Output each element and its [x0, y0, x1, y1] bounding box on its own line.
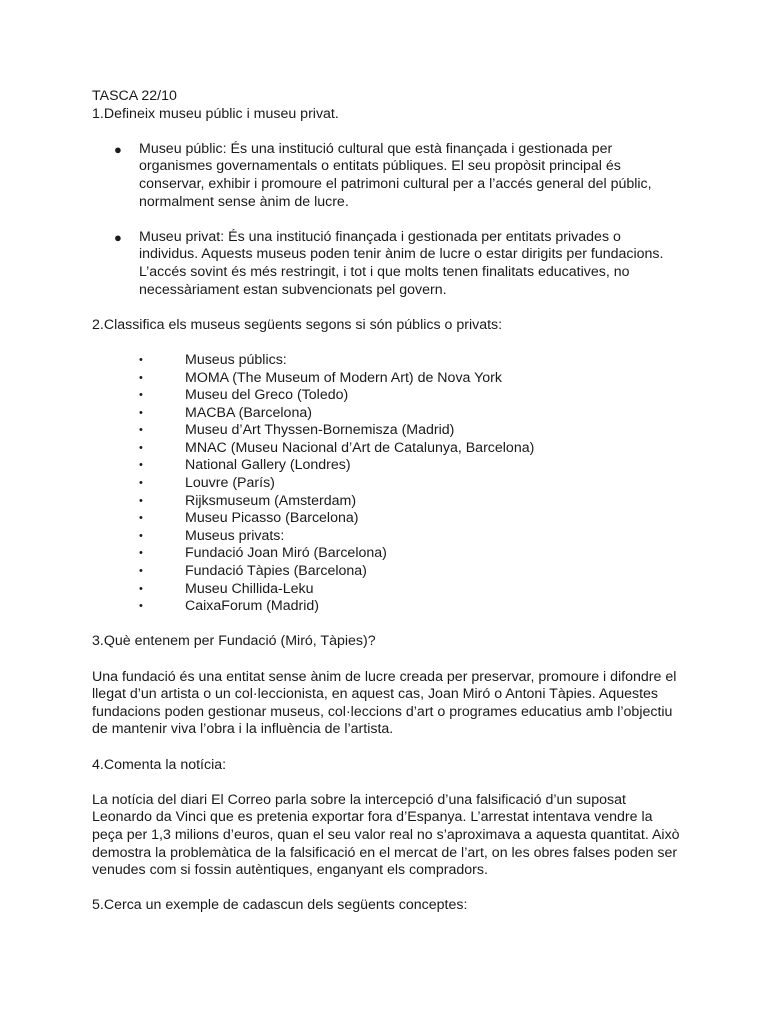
list-item: • Rijksmuseum (Amsterdam) — [139, 492, 357, 509]
question-4-heading: 4.Comenta la notícia: — [92, 756, 227, 773]
list-item: • Louvre (París) — [139, 475, 275, 492]
museum-list — [92, 352, 682, 616]
question-4-answer: La notícia del diari El Correo parla sobre la intercepció d’una falsificació d’un suposat Leonardo da Vinci que es pretenia exportar fora d’Espanya. L’arrestat intentava vendre la peça per 1,3 milions d’euros, quan el seu valor real no s’aproximava a aquesta quantitat. Això demostra la problemàtica de la falsificació en el mercat de l’art, on les obres falses poden ser venudes com si fossin autèntiques, enganyant els compradors. — [92, 791, 680, 879]
list-item: • Museu d’Art Thyssen-Bornemisza (Madrid) — [139, 422, 455, 439]
document-page — [92, 88, 682, 915]
spacer — [92, 880, 682, 898]
list-item: • Museu Picasso (Barcelona) — [139, 510, 359, 527]
bullet-icon: • — [139, 424, 143, 437]
list-item: • Fundació Tàpies (Barcelona) — [139, 563, 367, 580]
list-item: • Museus públics: — [139, 351, 287, 368]
bullet-icon: • — [139, 477, 143, 490]
question-2-heading: 2.Classifica els museus següents segons si són públics o privats: — [92, 316, 503, 333]
list-item: • Fundació Joan Miró (Barcelona) — [139, 545, 387, 562]
bullet-dot-icon: ● — [114, 229, 122, 245]
bullet-icon: • — [139, 406, 143, 419]
bullet-icon: • — [139, 512, 143, 525]
bullet-text: Museu públic: És una institució cultural que està finançada i gestionada per organismes governamentals o entitats públiques. El seu propòsit principal és conservar, exhibir i promoure el patrimoni cultural per a l’accés general del públic, normalment sense ànim de lucre. — [139, 140, 652, 210]
bullet-icon: • — [139, 494, 143, 507]
bullet-icon: • — [139, 529, 143, 542]
list-item: • Museu Chillida-Leku — [139, 580, 314, 597]
spacer — [92, 616, 682, 634]
bullet-museu-public — [92, 141, 682, 211]
list-item: • MOMA (The Museum of Modern Art) de Nova York — [139, 369, 502, 386]
list-item: • CaixaForum (Madrid) — [139, 598, 320, 615]
spacer — [92, 651, 682, 669]
list-item: • MNAC (Museu Nacional d’Art de Catalunya, Barcelona) — [139, 439, 535, 456]
list-item: • Museus privats: — [139, 527, 285, 544]
question-3-heading: 3.Què entenem per Fundació (Miró, Tàpies)? — [92, 633, 376, 650]
bullet-museu-privat — [92, 229, 682, 299]
spacer — [92, 334, 682, 352]
bullet-icon: • — [139, 582, 143, 595]
question-3-answer: Una fundació és una entitat sense ànim de lucre creada per preservar, promoure i difondre el llegat d’un artista o un col·leccionista, en aquest cas, Joan Miró o Antoni Tàpies. Aquestes fundacions poden gestionar museus, col·leccions d’art o programes educatius amb l’objectiu de mantenir viva l’obra i la influència de l’artista. — [92, 668, 677, 738]
list-item: • National Gallery (Londres) — [139, 457, 351, 474]
bullet-icon: • — [139, 441, 143, 454]
spacer — [92, 211, 682, 229]
bullet-icon: • — [139, 459, 143, 472]
bullet-icon: • — [139, 371, 143, 384]
spacer — [92, 739, 682, 757]
bullet-text: Museu privat: És una institució finançada i gestionada per entitats privades o individus. Aquests museus poden tenir ànim de lucre o estar dirigits per fundacions. L’accés sovint és més restringit, i tot i que molts tenen finalitats educatives, no necessàriament estan subvencionats pel govern. — [139, 228, 664, 298]
list-item: • MACBA (Barcelona) — [139, 404, 312, 421]
bullet-icon: • — [139, 389, 143, 402]
question-5-heading: 5.Cerca un exemple de cadascun dels següents conceptes: — [92, 897, 468, 914]
spacer — [92, 774, 682, 792]
bullet-icon: • — [139, 600, 143, 613]
bullet-dot-icon: ● — [114, 141, 122, 157]
question-1-heading: 1.Defineix museu públic i museu privat. — [92, 105, 339, 122]
list-item: • Museu del Greco (Toledo) — [139, 387, 349, 404]
spacer — [92, 299, 682, 317]
bullet-icon: • — [139, 547, 143, 560]
bullet-icon: • — [139, 353, 143, 366]
spacer — [92, 123, 682, 141]
bullet-icon: • — [139, 565, 143, 578]
document-title: TASCA 22/10 — [92, 88, 177, 104]
